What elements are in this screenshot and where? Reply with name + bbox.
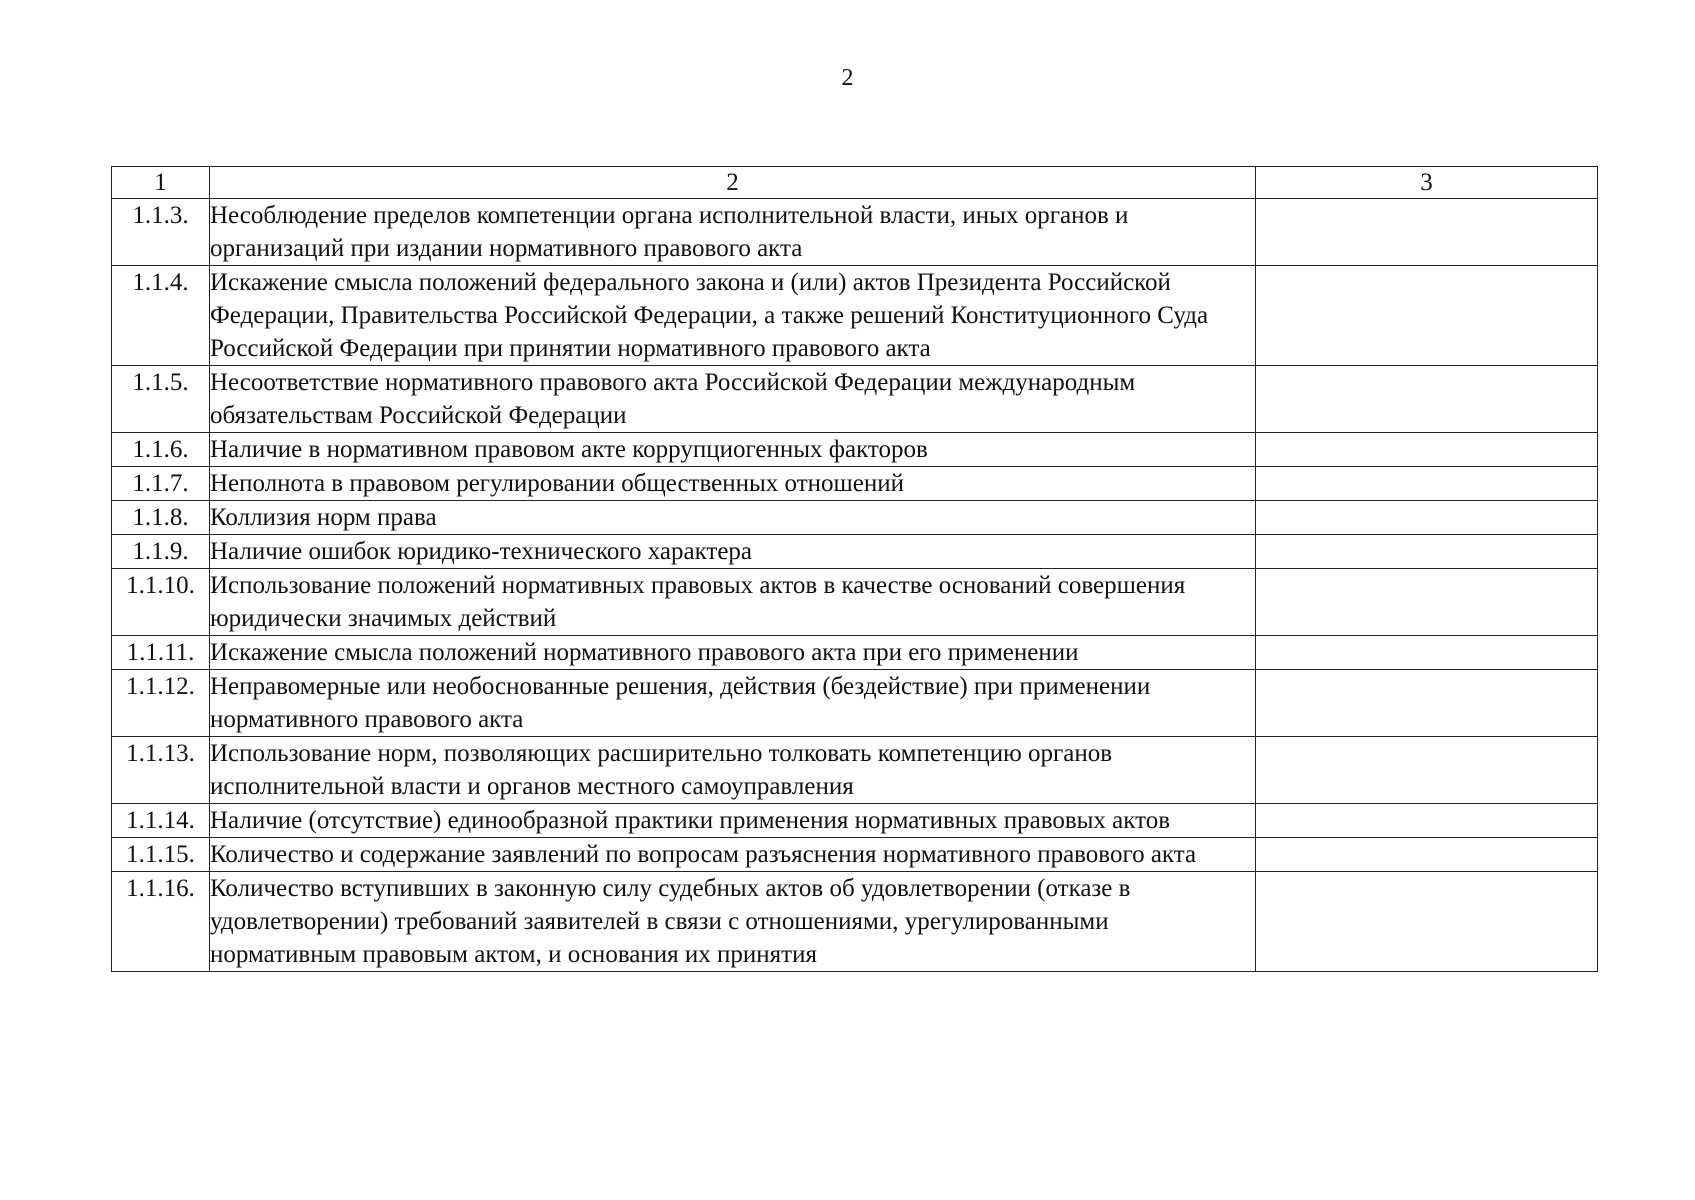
row-number: 1.1.5. — [112, 366, 210, 433]
row-text: Коллизия норм права — [210, 501, 1256, 535]
column-header-3: 3 — [1256, 167, 1598, 199]
row-number: 1.1.3. — [112, 199, 210, 266]
table-row — [112, 199, 1598, 266]
row-text: Количество и содержание заявлений по вопросам разъяснения нормативного правового акта — [210, 838, 1256, 872]
row-number: 1.1.6. — [112, 433, 210, 467]
row-number: 1.1.10. — [112, 569, 210, 636]
table-row — [112, 804, 1598, 838]
row-number: 1.1.4. — [112, 266, 210, 366]
row-col3 — [1256, 737, 1598, 804]
row-number: 1.1.15. — [112, 838, 210, 872]
row-text: Использование норм, позволяющих расширительно толковать компетенцию органов исполнительной власти и органов местного самоуправления — [210, 737, 1256, 804]
row-number: 1.1.9. — [112, 535, 210, 569]
row-col3 — [1256, 266, 1598, 366]
row-text: Количество вступивших в законную силу судебных актов об удовлетворении (отказе в удовлетворении) требований заявителей в связи с отношениями, урегулированными нормативным правовым актом, и основания их принятия — [210, 872, 1256, 972]
table-row — [112, 838, 1598, 872]
column-header-2: 2 — [210, 167, 1256, 199]
table-row — [112, 737, 1598, 804]
table-row — [112, 366, 1598, 433]
column-header-1: 1 — [112, 167, 210, 199]
row-text: Несоответствие нормативного правового акта Российской Федерации международным обязательствам Российской Федерации — [210, 366, 1256, 433]
table-row — [112, 636, 1598, 670]
row-col3 — [1256, 838, 1598, 872]
row-number: 1.1.7. — [112, 467, 210, 501]
table-row — [112, 569, 1598, 636]
row-text: Искажение смысла положений нормативного правового акта при его применении — [210, 636, 1256, 670]
row-number: 1.1.13. — [112, 737, 210, 804]
row-col3 — [1256, 636, 1598, 670]
row-number: 1.1.16. — [112, 872, 210, 972]
table-row — [112, 670, 1598, 737]
row-text: Искажение смысла положений федерального закона и (или) актов Президента Российской Федерации, Правительства Российской Федерации, а также решений Конституционного Суда Российской Федерации при принятии нормативного правового акта — [210, 266, 1256, 366]
row-text: Наличие в нормативном правовом акте коррупциогенных факторов — [210, 433, 1256, 467]
page-number: 2 — [841, 65, 854, 91]
row-number: 1.1.11. — [112, 636, 210, 670]
row-text: Неправомерные или необоснованные решения, действия (бездействие) при применении нормативного правового акта — [210, 670, 1256, 737]
row-col3 — [1256, 670, 1598, 737]
row-col3 — [1256, 467, 1598, 501]
table-row — [112, 433, 1598, 467]
row-col3 — [1256, 804, 1598, 838]
criteria-table — [111, 166, 1598, 972]
table-header-row — [112, 167, 1598, 199]
row-col3 — [1256, 872, 1598, 972]
table-row — [112, 266, 1598, 366]
row-number: 1.1.14. — [112, 804, 210, 838]
row-text: Использование положений нормативных правовых актов в качестве оснований совершения юридически значимых действий — [210, 569, 1256, 636]
table-row — [112, 535, 1598, 569]
row-col3 — [1256, 569, 1598, 636]
row-text: Наличие ошибок юридико-технического характера — [210, 535, 1256, 569]
row-col3 — [1256, 366, 1598, 433]
table-row — [112, 872, 1598, 972]
row-col3 — [1256, 535, 1598, 569]
row-col3 — [1256, 199, 1598, 266]
row-text: Неполнота в правовом регулировании общественных отношений — [210, 467, 1256, 501]
table-row — [112, 467, 1598, 501]
row-text: Наличие (отсутствие) единообразной практики применения нормативных правовых актов — [210, 804, 1256, 838]
row-text: Несоблюдение пределов компетенции органа исполнительной власти, иных органов и организаций при издании нормативного правового акта — [210, 199, 1256, 266]
row-number: 1.1.8. — [112, 501, 210, 535]
row-number: 1.1.12. — [112, 670, 210, 737]
row-col3 — [1256, 433, 1598, 467]
table-row — [112, 501, 1598, 535]
row-col3 — [1256, 501, 1598, 535]
